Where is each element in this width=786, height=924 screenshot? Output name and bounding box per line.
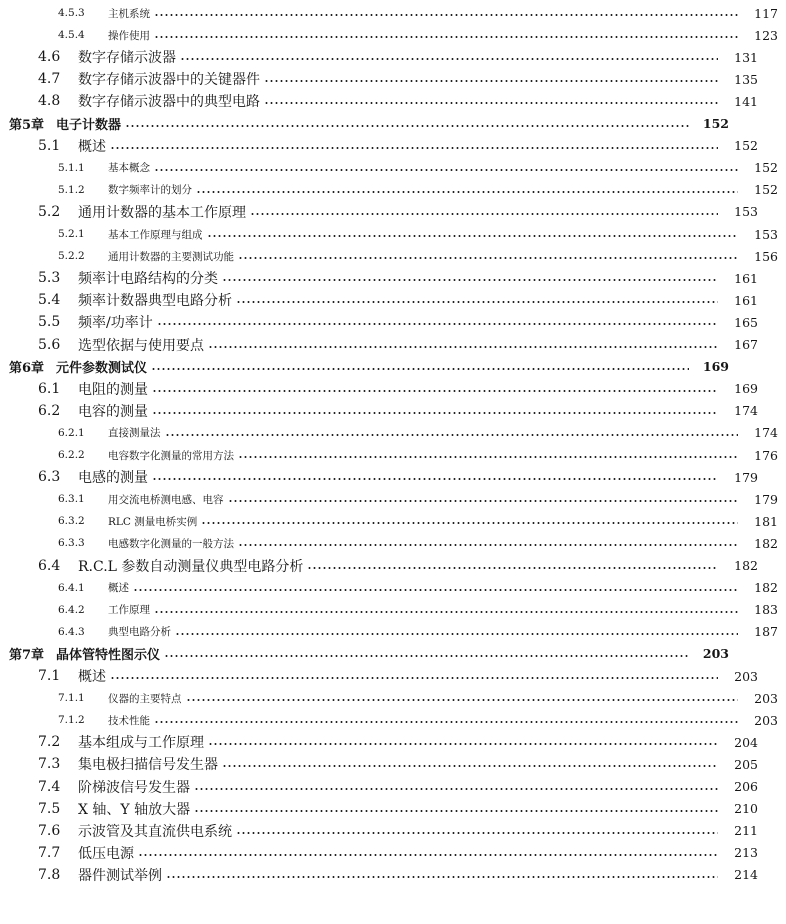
- toc-page-number: 152: [754, 160, 778, 176]
- toc-page-number: 153: [734, 204, 758, 220]
- toc-title: 电子计数器: [56, 118, 122, 133]
- dot-leader: [194, 788, 718, 790]
- toc-entry-sub: [0, 179, 786, 201]
- toc-title: 数字存储示波器中的典型电路: [78, 94, 260, 111]
- dot-leader: [208, 743, 718, 745]
- toc-number: 7.7: [38, 844, 61, 861]
- toc-entry-section: [0, 311, 766, 333]
- toc-title: 概述: [108, 582, 129, 595]
- toc-title: 基本组成与工作原理: [78, 735, 204, 752]
- toc-number: 6.3.2: [58, 515, 85, 528]
- toc-entry-section: [0, 289, 766, 311]
- toc-title: 电感数字化测量的一般方法: [108, 537, 234, 550]
- dot-leader: [238, 257, 738, 259]
- toc-title: 用交流电桥测电感、电容: [108, 493, 224, 506]
- dot-leader: [154, 169, 738, 171]
- toc-entry-sub: [0, 444, 786, 466]
- toc-page-number: 176: [754, 447, 778, 463]
- toc-page-number: 117: [754, 5, 778, 21]
- dot-leader: [151, 368, 689, 370]
- toc-page-number: 203: [754, 712, 778, 728]
- toc-title: 操作使用: [108, 29, 150, 42]
- toc-title: 通用计数器的基本工作原理: [78, 204, 246, 221]
- toc-page-number: 210: [734, 801, 758, 817]
- toc-number: 6.3.1: [58, 493, 85, 506]
- toc-page-number: 161: [734, 270, 758, 286]
- toc-page-number: 131: [734, 49, 758, 65]
- dot-leader: [236, 832, 718, 834]
- toc-title: 典型电路分析: [108, 626, 171, 639]
- toc-entry-sub: [0, 488, 786, 510]
- toc-title: 阶梯波信号发生器: [78, 779, 190, 796]
- toc-page-number: 169: [702, 359, 729, 375]
- dot-leader: [154, 14, 738, 16]
- toc-title: X 轴、Y 轴放大器: [78, 801, 191, 818]
- toc-number: 4.5.4: [58, 29, 85, 42]
- dot-leader: [138, 854, 718, 856]
- toc-entry-section: [0, 753, 766, 775]
- dot-leader: [133, 589, 738, 591]
- toc-page-number: 187: [754, 624, 778, 640]
- dot-leader: [236, 301, 718, 303]
- toc-entry-section: [0, 201, 766, 223]
- toc-number: 7.1.1: [58, 692, 85, 705]
- toc-number: 5.1: [38, 137, 61, 154]
- toc-page-number: 161: [734, 292, 758, 308]
- toc-page-number: 152: [734, 138, 758, 154]
- toc-number: 5.5: [38, 314, 61, 331]
- toc-page-number: 167: [734, 337, 758, 352]
- toc-title: 通用计数器的主要测试功能: [108, 250, 234, 263]
- toc-entry-section: [0, 466, 766, 488]
- toc-entry-section: [0, 776, 766, 798]
- toc-entry-section: [0, 820, 766, 842]
- toc-title: 主机系统: [108, 7, 150, 20]
- toc-entry-sub: [0, 532, 786, 554]
- toc-number: 6.2: [38, 402, 61, 419]
- toc-title: 数字存储示波器: [78, 50, 176, 67]
- toc-title: 概述: [78, 138, 106, 155]
- toc-page-number: 141: [734, 93, 758, 109]
- toc-page-number: 179: [734, 469, 758, 485]
- toc-entry-sub: [0, 422, 786, 444]
- dot-leader: [175, 633, 738, 635]
- toc-page-number: 214: [734, 867, 758, 883]
- toc-number: 5.6: [38, 336, 61, 353]
- dot-leader: [228, 500, 739, 502]
- toc-entry-section: [0, 798, 766, 820]
- toc-entry-section: [0, 90, 766, 112]
- dot-leader: [110, 147, 718, 149]
- toc-title: 频率计电路结构的分类: [78, 271, 218, 288]
- toc-entry-section: [0, 334, 766, 356]
- toc-title: 基本工作原理与组成: [108, 228, 203, 241]
- toc-page-number: 123: [754, 27, 778, 43]
- toc-entry-chapter: [0, 113, 737, 135]
- toc-page-number: 211: [734, 823, 758, 839]
- dot-leader: [196, 191, 738, 193]
- toc-page-number: 174: [754, 425, 778, 441]
- toc-title: 晶体管特性图示仪: [56, 648, 161, 664]
- dot-leader: [164, 655, 689, 657]
- dot-leader: [222, 279, 718, 281]
- dot-leader: [264, 80, 718, 82]
- dot-leader: [180, 58, 718, 60]
- toc-page-number: 182: [754, 580, 778, 596]
- toc-entry-sub: [0, 709, 786, 731]
- toc-number: 7.1: [38, 668, 61, 684]
- dot-leader: [207, 235, 739, 237]
- toc-title: 工作原理: [108, 604, 150, 617]
- toc-page-number: 165: [734, 314, 758, 330]
- dot-leader: [152, 478, 718, 480]
- toc-title: 器件测试举例: [78, 867, 162, 884]
- toc-entry-sub: [0, 621, 786, 643]
- dot-leader: [125, 125, 689, 127]
- toc-title: 选型依据与使用要点: [78, 337, 204, 354]
- toc-title: 频率/功率计: [78, 315, 153, 332]
- toc-entry-section: [0, 864, 766, 886]
- toc-number: 7.4: [38, 778, 61, 795]
- dot-leader: [222, 765, 718, 767]
- toc-entry-section: [0, 842, 766, 864]
- toc-page-number: 182: [754, 535, 778, 551]
- toc-entry-sub: [0, 245, 786, 267]
- toc-page-number: 179: [754, 491, 778, 507]
- toc-entry-sub: [0, 687, 786, 709]
- toc-title: 直接测量法: [108, 427, 161, 440]
- toc-page-number: 206: [734, 779, 758, 794]
- dot-leader: [152, 412, 718, 414]
- toc-title: 电容数字化测量的常用方法: [108, 449, 234, 462]
- dot-leader: [154, 611, 738, 613]
- toc-number: 7.3: [38, 756, 61, 773]
- toc-page-number: 203: [734, 668, 758, 684]
- toc-number: 6.4: [38, 557, 61, 574]
- toc-page-number: 135: [734, 71, 758, 87]
- toc-number: 4.5.3: [58, 7, 85, 19]
- toc-number: 7.1.2: [58, 714, 85, 727]
- dot-leader: [154, 36, 738, 38]
- toc-entry-chapter: [0, 356, 737, 378]
- toc-number: 7.2: [38, 734, 61, 751]
- toc-page-number: 169: [734, 381, 758, 397]
- toc-entry-section: [0, 731, 766, 753]
- toc-page-number: 152: [702, 116, 729, 131]
- toc-number: 6.3: [38, 469, 61, 486]
- toc-entry-section: [0, 555, 766, 577]
- toc-number: 6.1: [38, 380, 61, 397]
- toc-entry-section: [0, 46, 766, 68]
- dot-leader: [165, 434, 739, 436]
- toc-number: 5.2.2: [58, 250, 85, 263]
- toc-number: 6.2.1: [58, 426, 85, 439]
- toc-number: 4.8: [38, 93, 61, 110]
- dot-leader: [186, 699, 739, 701]
- toc-title: 集电极扫描信号发生器: [78, 757, 218, 774]
- dot-leader: [238, 544, 738, 546]
- toc-number: 5.4: [38, 292, 61, 309]
- dot-leader: [110, 677, 718, 679]
- toc-title: 数字存储示波器中的关键器件: [78, 72, 260, 89]
- dot-leader: [194, 810, 718, 812]
- dot-leader: [238, 456, 738, 458]
- toc-title: 低压电源: [78, 845, 134, 862]
- toc-number: 5.1.2: [58, 183, 85, 196]
- toc-title: 概述: [78, 669, 106, 685]
- toc-number: 第6章: [9, 361, 45, 377]
- toc-page-number: 181: [754, 513, 778, 529]
- toc-page-number: 182: [734, 558, 758, 573]
- toc-entry-section: [0, 400, 766, 422]
- dot-leader: [264, 102, 718, 104]
- toc-number: 6.4.3: [58, 625, 85, 638]
- toc-number: 5.3: [38, 270, 61, 287]
- toc-number: 第5章: [9, 118, 45, 133]
- toc-title: R.C.L 参数自动测量仪典型电路分析: [78, 558, 304, 575]
- toc-entry-section: [0, 135, 766, 157]
- toc-title: 频率计数器典型电路分析: [78, 293, 232, 310]
- toc-entry-section: [0, 665, 766, 687]
- toc-title: 数字频率计的划分: [108, 184, 192, 197]
- dot-leader: [250, 213, 718, 215]
- dot-leader: [307, 567, 718, 569]
- toc-title: 电感的测量: [78, 470, 148, 487]
- toc-title: 电容的测量: [78, 403, 148, 420]
- toc-page-number: 153: [754, 226, 778, 242]
- toc-number: 6.4.1: [58, 581, 85, 594]
- toc-entry-sub: [0, 510, 786, 532]
- toc-entry-section: [0, 378, 766, 400]
- dot-leader: [154, 721, 738, 723]
- toc-number: 6.4.2: [58, 603, 85, 616]
- toc-page-number: 174: [734, 403, 758, 419]
- toc-title: 电阻的测量: [78, 381, 148, 398]
- toc-entry-sub: [0, 2, 786, 24]
- toc-title: 仪器的主要特点: [108, 692, 182, 705]
- toc-title: 元件参数测试仪: [56, 361, 148, 377]
- toc-entry-section: [0, 68, 766, 90]
- toc-number: 7.5: [38, 800, 61, 817]
- dot-leader: [208, 346, 718, 348]
- toc-entry-section: [0, 267, 766, 289]
- toc-number: 6.2.2: [58, 449, 85, 461]
- toc-entry-sub: [0, 24, 786, 46]
- toc-number: 6.3.3: [58, 537, 85, 550]
- dot-leader: [166, 876, 718, 878]
- toc-title: 技术性能: [108, 714, 150, 727]
- dot-leader: [152, 390, 718, 392]
- toc-page-number: 205: [734, 756, 758, 772]
- toc-number: 5.1.1: [58, 161, 85, 174]
- toc-number: 第7章: [9, 648, 45, 664]
- toc-entry-sub: [0, 599, 786, 621]
- toc-page-number: 203: [702, 646, 729, 662]
- dot-leader: [201, 522, 738, 524]
- toc-title: 示波管及其直流供电系统: [78, 823, 232, 840]
- toc-entry-chapter: [0, 643, 737, 665]
- toc-page-number: 156: [754, 248, 778, 264]
- toc-entry-sub: [0, 223, 786, 245]
- toc-number: 7.8: [38, 866, 61, 883]
- toc-page-number: 203: [754, 690, 778, 706]
- toc-entry-sub: [0, 577, 786, 599]
- toc-number: 4.7: [38, 71, 61, 88]
- toc-number: 5.2: [38, 203, 61, 220]
- toc-entry-sub: [0, 157, 786, 179]
- toc-page-number: 183: [754, 602, 778, 618]
- toc-title: 基本概念: [108, 162, 150, 175]
- toc-title: RLC 测量电桥实例: [108, 515, 198, 528]
- toc-page-number: 213: [734, 845, 758, 861]
- toc-page-number: 152: [754, 182, 778, 198]
- toc-page-number: 204: [734, 734, 758, 750]
- toc-number: 5.2.1: [58, 228, 85, 240]
- dot-leader: [157, 323, 718, 325]
- toc-number: 4.6: [38, 49, 61, 66]
- toc-number: 7.6: [38, 822, 61, 839]
